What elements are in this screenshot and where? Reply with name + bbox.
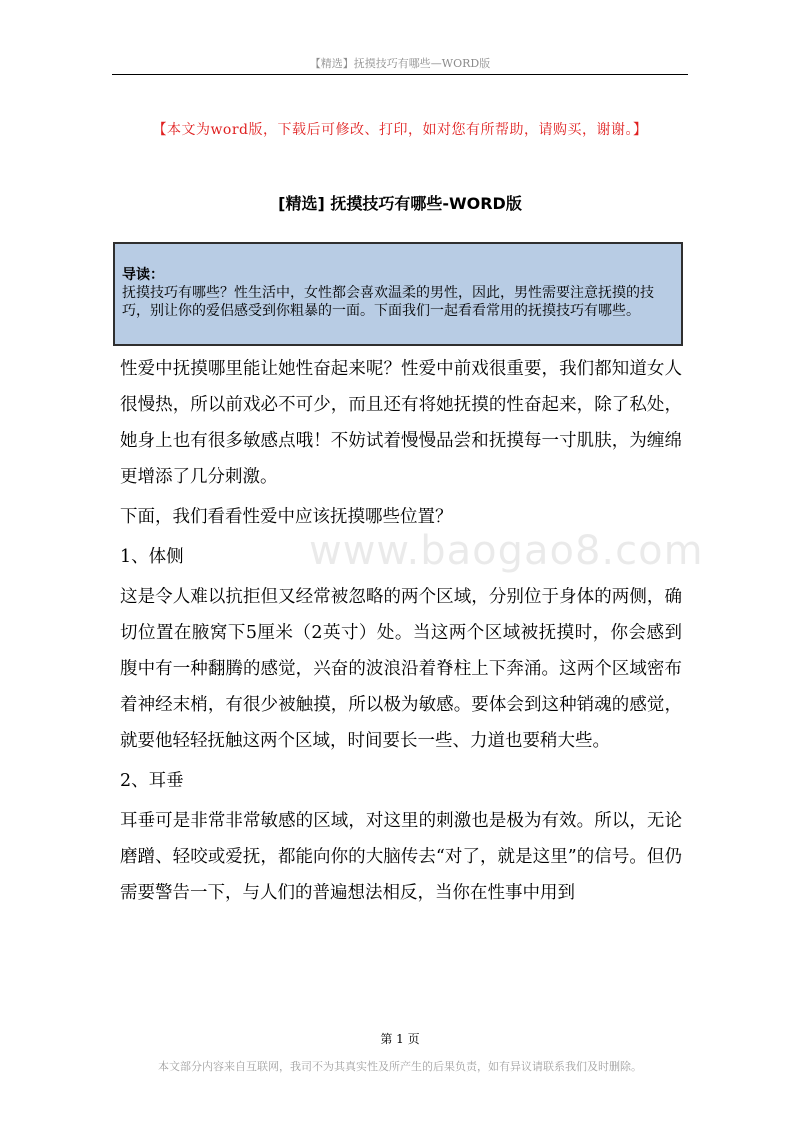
document-body <box>120 351 682 915</box>
section-heading: 1、体侧 <box>120 547 184 567</box>
section-heading: 2、耳垂 <box>120 771 184 791</box>
body-paragraph: 性爱中抚摸哪里能让她性奋起来呢？性爱中前戏很重要，我们都知道女人很慢热，所以前戏必不可少，而且还有将她抚摸的性奋起来，除了私处，她身上也有很多敏感点哦！不妨试着慢慢品尝和抚摸每一寸肌肤，为缠绵更增添了几分刺激。 <box>120 359 682 487</box>
guide-text: 抚摸技巧有哪些？性生活中，女性都会喜欢温柔的男性，因此，男性需要注意抚摸的技巧，别让你的爱侣感受到你粗暴的一面。下面我们一起看看常用的抚摸技巧有哪些。 <box>122 285 654 319</box>
body-paragraph: 下面，我们看看性爱中应该抚摸哪些位置？ <box>120 507 453 527</box>
page-footer: 本文部分内容来自互联网，我司不为其真实性及所产生的后果负责，如有异议请联系我们及时删除。 <box>158 1060 642 1073</box>
page-header: 【精选】抚摸技巧有哪些—WORD版 <box>309 57 491 70</box>
body-paragraph: 这是令人难以抗拒但又经常被忽略的两个区域，分别位于身体的两侧，确切位置在腋窝下5厘米（2英寸）处。当这两个区域被抚摸时，你会感到腹中有一种翻腾的感觉，兴奋的波浪沿着脊柱上下奔涌。这两个区域密布着神经末梢，有很少被触摸，所以极为敏感。要体会到这种销魂的感觉，就要他轻轻抚触这两个区域，时间要长一些、力道也要稍大些。 <box>120 587 682 751</box>
body-paragraph: 耳垂可是非常非常敏感的区域，对这里的刺激也是极为有效。所以，无论磨蹭、轻咬或爱抚，都能向你的大脑传去“对了，就是这里”的信号。但仍需要警告一下，与人们的普遍想法相反，当你在性事中用到 <box>120 811 682 903</box>
purchase-notice: 【本文为word版，下载后可修改、打印，如对您有所帮助，请购买，谢谢。】 <box>152 122 648 138</box>
guide-label: 导读： <box>122 267 164 283</box>
header-divider <box>112 74 688 75</box>
watermark: www.baogao8.com <box>309 528 704 574</box>
document-title: [精选] 抚摸技巧有哪些-WORD版 <box>278 194 522 213</box>
page-number: 第 1 页 <box>380 1032 420 1046</box>
guide-box <box>113 242 683 346</box>
